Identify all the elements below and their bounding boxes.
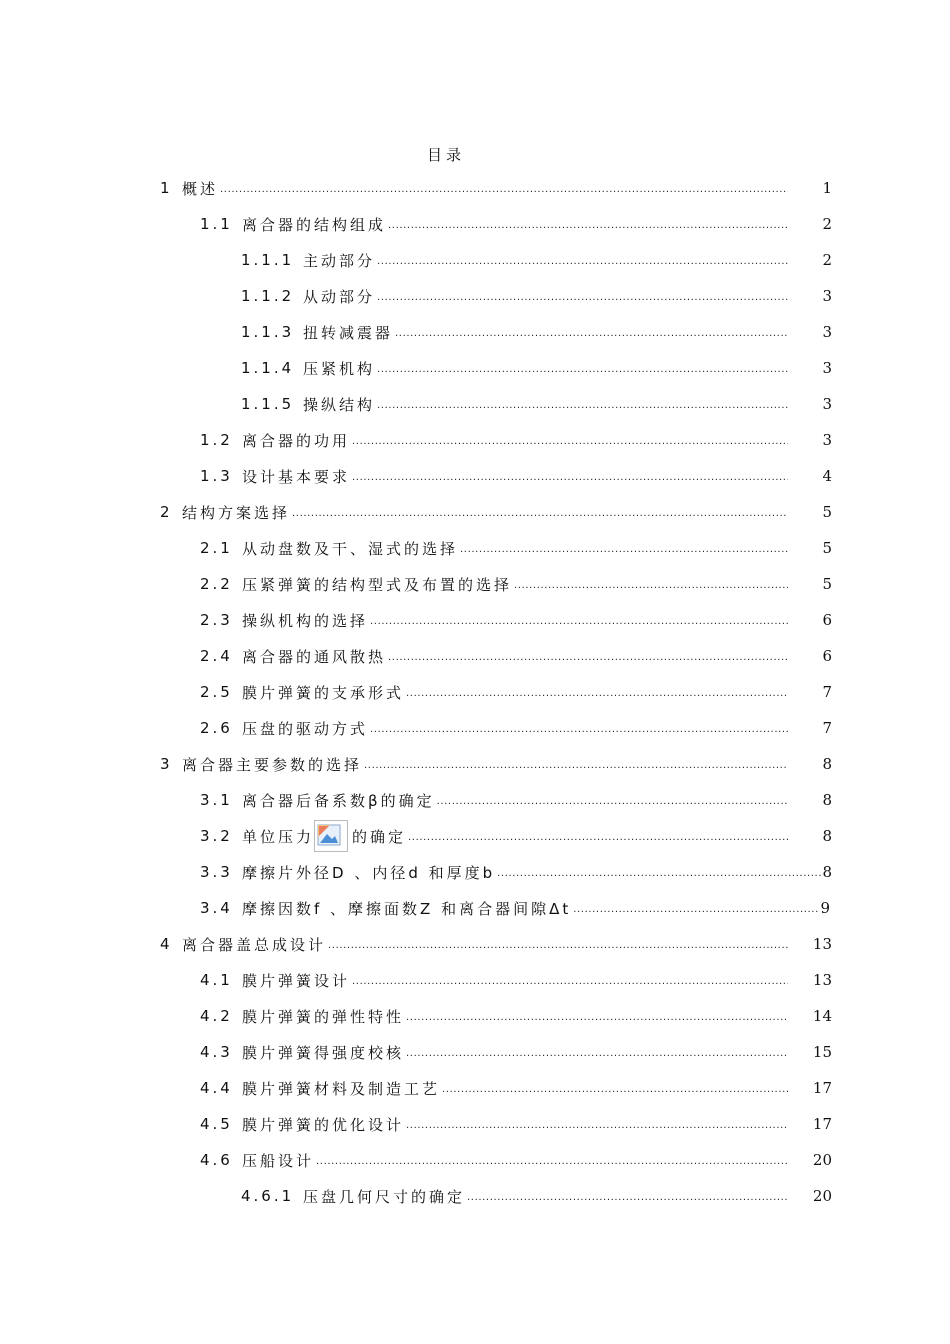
- toc-text: 单位压力: [242, 827, 315, 846]
- toc-number: 2.5: [200, 683, 233, 701]
- toc-text: 膜片弹簧的支承形式: [242, 683, 405, 702]
- toc-text: 膜片弹簧的优化设计: [242, 1115, 405, 1134]
- toc-number: 4.1: [200, 971, 233, 989]
- toc-page-number: 5: [822, 503, 832, 521]
- toc-leader: [514, 575, 788, 593]
- toc-page-number: 6: [822, 611, 832, 629]
- toc-page-number: 7: [822, 683, 832, 701]
- toc-page-number: 1: [822, 179, 832, 197]
- toc-entry[interactable]: [160, 926, 832, 962]
- toc-page-number: 3: [822, 323, 832, 341]
- toc-entry[interactable]: [241, 242, 832, 278]
- toc-entry[interactable]: [200, 566, 832, 602]
- toc-entry[interactable]: [200, 854, 832, 890]
- toc-number: 1: [160, 179, 173, 197]
- toc-page-number: 8: [822, 755, 832, 773]
- toc-text: 操纵结构: [303, 395, 376, 414]
- toc-leader: [408, 827, 788, 845]
- toc-leader: [377, 251, 788, 269]
- toc-number: 4.6.1: [241, 1187, 295, 1205]
- toc-number: 1.1.3: [241, 323, 295, 341]
- toc-leader: [377, 359, 788, 377]
- toc-leader: [364, 755, 788, 773]
- toc-page-number: 14: [812, 1007, 832, 1025]
- toc-leader: [328, 935, 788, 953]
- toc-entry[interactable]: [200, 962, 832, 998]
- broken-image-icon: [314, 820, 348, 852]
- toc-leader: [352, 467, 788, 485]
- toc-entry[interactable]: [241, 314, 832, 350]
- toc-leader: [460, 539, 788, 557]
- toc-number: 3.1: [200, 791, 233, 809]
- toc-number: 4: [160, 935, 173, 953]
- toc-number: 2.4: [200, 647, 233, 665]
- toc-page-number: 17: [812, 1079, 832, 1097]
- toc-text: 压船设计: [242, 1151, 315, 1170]
- toc-page-number: 2: [822, 215, 832, 233]
- toc-page-number: 13: [812, 935, 832, 953]
- toc-number: 4.3: [200, 1043, 233, 1061]
- toc-entry[interactable]: [200, 1106, 832, 1142]
- toc-text: 主动部分: [303, 251, 376, 270]
- toc-text: 结构方案选择: [182, 503, 291, 522]
- toc-leader: [388, 215, 788, 233]
- toc-text: 概述: [182, 179, 219, 198]
- toc-text: 膜片弹簧设计: [242, 971, 351, 990]
- toc-text: 从动部分: [303, 287, 376, 306]
- toc-entry[interactable]: [200, 530, 832, 566]
- toc-page-number: 8: [822, 791, 832, 809]
- toc-number: 1.1.5: [241, 395, 295, 413]
- toc-text: 压紧机构: [303, 359, 376, 378]
- toc-text: 的确定: [352, 827, 407, 846]
- toc-text: 操纵机构的选择: [242, 611, 369, 630]
- toc-text: 膜片弹簧材料及制造工艺: [242, 1079, 441, 1098]
- toc-leader: [406, 1115, 788, 1133]
- toc-text: 离合器后备系数β的确定: [242, 791, 435, 810]
- toc-page-number: 15: [812, 1043, 832, 1061]
- page-title: 目录: [426, 146, 465, 164]
- toc-text: 摩擦片外径D 、内径d 和厚度b: [242, 863, 496, 882]
- toc-page-number: 2: [822, 251, 832, 269]
- toc-entry[interactable]: [241, 386, 832, 422]
- toc-leader: [395, 323, 788, 341]
- toc-number: 1.1.2: [241, 287, 295, 305]
- toc-entry[interactable]: [200, 458, 832, 494]
- toc-text: 压盘几何尺寸的确定: [303, 1187, 466, 1206]
- toc-entry[interactable]: [200, 1142, 832, 1178]
- toc-text: 离合器盖总成设计: [182, 935, 327, 954]
- toc-number: 1.1.1: [241, 251, 295, 269]
- toc-number: 4.4: [200, 1079, 233, 1097]
- toc-number: 2: [160, 503, 173, 521]
- toc-entry[interactable]: [241, 278, 832, 314]
- toc-number: 1.3: [200, 467, 233, 485]
- toc-leader: [497, 863, 822, 881]
- toc-leader: [467, 1187, 788, 1205]
- toc-number: 1.2: [200, 431, 233, 449]
- toc-entry[interactable]: [160, 170, 832, 206]
- toc-page-number: 9: [820, 899, 830, 917]
- toc-page-number: 20: [812, 1151, 832, 1169]
- toc-entry[interactable]: [200, 890, 830, 926]
- toc-entry[interactable]: [160, 746, 832, 782]
- toc-leader: [442, 1079, 788, 1097]
- toc-leader: [437, 791, 788, 809]
- toc-text: 离合器主要参数的选择: [182, 755, 363, 774]
- toc-entry[interactable]: [200, 674, 832, 710]
- toc-entry[interactable]: [241, 350, 832, 386]
- toc-page-number: 8: [822, 863, 832, 881]
- toc-number: 1.1.4: [241, 359, 295, 377]
- toc-page-number: 3: [822, 395, 832, 413]
- toc-leader: [370, 719, 788, 737]
- toc-leader: [377, 395, 788, 413]
- toc-entry[interactable]: [200, 638, 832, 674]
- toc-number: 2.1: [200, 539, 233, 557]
- toc-number: 2.3: [200, 611, 233, 629]
- toc-page-number: 7: [822, 719, 832, 737]
- toc-text: 从动盘数及干、湿式的选择: [242, 539, 459, 558]
- toc-text: 设计基本要求: [242, 467, 351, 486]
- toc-text: 离合器的结构组成: [242, 215, 387, 234]
- toc-leader: [352, 431, 788, 449]
- toc-page-number: 8: [822, 827, 832, 845]
- toc-entry[interactable]: [160, 494, 832, 530]
- toc-number: 4.5: [200, 1115, 233, 1133]
- toc-number: 4.6: [200, 1151, 233, 1169]
- toc-page-number: 13: [812, 971, 832, 989]
- toc-entry[interactable]: [200, 818, 832, 854]
- toc-number: 1.1: [200, 215, 233, 233]
- toc-text: 扭转减震器: [303, 323, 394, 342]
- toc-leader: [406, 1043, 788, 1061]
- toc-text: 压盘的驱动方式: [242, 719, 369, 738]
- toc-entry[interactable]: [200, 602, 832, 638]
- toc-leader: [406, 1007, 788, 1025]
- toc-leader: [220, 179, 788, 197]
- toc-page-number: 5: [822, 539, 832, 557]
- toc-leader: [292, 503, 788, 521]
- toc-text: 压紧弹簧的结构型式及布置的选择: [242, 575, 513, 594]
- toc-number: 3.2: [200, 827, 233, 845]
- toc-entry[interactable]: [200, 1070, 832, 1106]
- toc-leader: [370, 611, 788, 629]
- toc-page-number: 5: [822, 575, 832, 593]
- toc-leader: [406, 683, 788, 701]
- toc-entry[interactable]: [200, 998, 832, 1034]
- toc-entry[interactable]: [200, 206, 832, 242]
- toc-page-number: 4: [822, 467, 832, 485]
- toc-leader: [573, 899, 820, 917]
- toc-page-number: 6: [822, 647, 832, 665]
- toc-page-number: 17: [812, 1115, 832, 1133]
- toc-page-number: 3: [822, 359, 832, 377]
- toc-page-number: 20: [812, 1187, 832, 1205]
- toc-text: 摩擦因数f 、摩擦面数Z 和离合器间隙Δt: [242, 899, 572, 918]
- toc-leader: [377, 287, 788, 305]
- toc-number: 4.2: [200, 1007, 233, 1025]
- toc-number: 2.6: [200, 719, 233, 737]
- toc-leader: [388, 647, 788, 665]
- toc-entry[interactable]: [200, 782, 832, 818]
- toc-page-number: 3: [822, 287, 832, 305]
- toc-text: 膜片弹簧得强度校核: [242, 1043, 405, 1062]
- toc-entry[interactable]: [200, 710, 832, 746]
- toc-text: 离合器的通风散热: [242, 647, 387, 666]
- toc-text: 膜片弹簧的弹性特性: [242, 1007, 405, 1026]
- toc-number: 3.3: [200, 863, 233, 881]
- toc-number: 3: [160, 755, 173, 773]
- toc-number: 2.2: [200, 575, 233, 593]
- toc-entry[interactable]: [241, 1178, 832, 1214]
- toc-text: 离合器的功用: [242, 431, 351, 450]
- toc-leader: [316, 1151, 788, 1169]
- toc-entry[interactable]: [200, 422, 832, 458]
- toc-leader: [352, 971, 788, 989]
- toc-entry[interactable]: [200, 1034, 832, 1070]
- toc-page-number: 3: [822, 431, 832, 449]
- toc-number: 3.4: [200, 899, 233, 917]
